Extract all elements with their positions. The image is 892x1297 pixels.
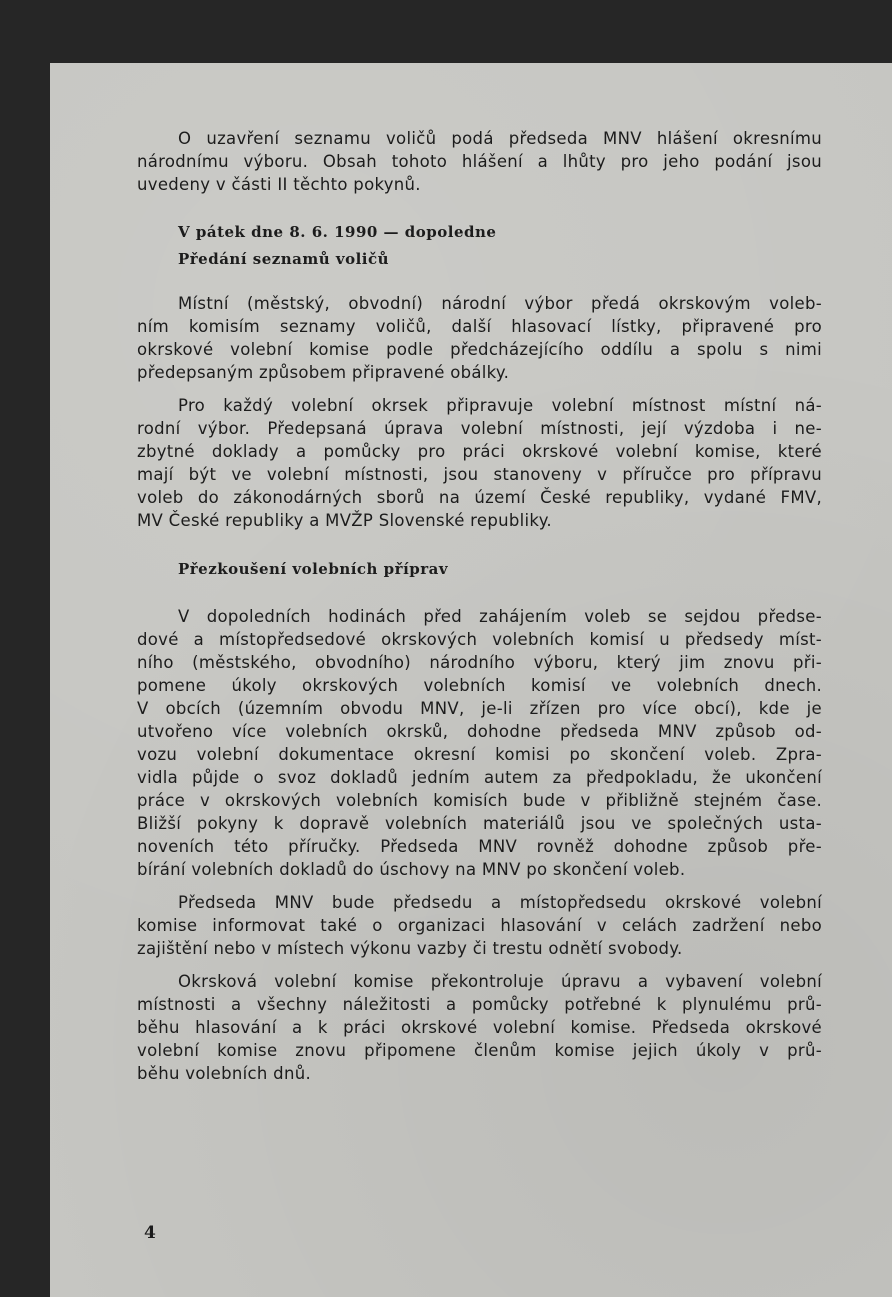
text-line: zajištění nebo v místech výkonu vazby či trestu odnětí svobody. bbox=[137, 939, 683, 958]
scanned-page bbox=[50, 63, 892, 1297]
text-line: vozu volební dokumentace okresní komisi po skončení voleb. Zpra- bbox=[137, 745, 822, 764]
text-line: V dopoledních hodinách před zahájením voleb se sejdou předse- bbox=[178, 607, 822, 626]
text-line: vidla půjde o svoz dokladů jedním autem za předpokladu, že ukončení bbox=[137, 768, 822, 787]
text-line: mají být ve volební místnosti, jsou stanoveny v příručce pro přípravu bbox=[137, 465, 822, 484]
text-line: uvedeny v části II těchto pokynů. bbox=[137, 175, 421, 194]
page-content bbox=[137, 127, 822, 1085]
text-line: národnímu výboru. Obsah tohoto hlášení a lhůty pro jeho podání jsou bbox=[137, 152, 822, 171]
text-line: zbytné doklady a pomůcky pro práci okrskové volební komise, které bbox=[137, 442, 822, 461]
text-line: O uzavření seznamu voličů podá předseda MNV hlášení okresnímu bbox=[178, 129, 822, 148]
text-line: V obcích (územním obvodu MNV, je-li zřízen pro více obcí), kde je bbox=[137, 699, 822, 718]
paragraph-detention-voting bbox=[137, 891, 822, 960]
text-line: místnosti a všechny náležitosti a pomůcky potřebné k plynulému prů- bbox=[137, 995, 822, 1014]
text-line: dové a místopředsedové okrskových volebních komisí u předsedy míst- bbox=[137, 630, 822, 649]
text-line: rodní výbor. Předepsaná úprava volební místnosti, její výzdoba i ne- bbox=[137, 419, 822, 438]
text-line: běhu hlasování a k práci okrskové volební komise. Předseda okrskové bbox=[137, 1018, 822, 1037]
page-number: 4 bbox=[144, 1223, 156, 1243]
text-line: předepsaným způsobem připravené obálky. bbox=[137, 363, 510, 382]
text-line: Pro každý volební okrsek připravuje volební místnost místní ná- bbox=[178, 396, 822, 415]
text-line: volební komise znovu připomene členům komise jejich úkoly v prů- bbox=[137, 1041, 822, 1060]
text-line: ního (městského, obvodního) národního výboru, který jim znovu při- bbox=[137, 653, 822, 672]
text-line: práce v okrskových volebních komisích bude v přibližně stejném čase. bbox=[137, 791, 822, 810]
text-line: běhu volebních dnů. bbox=[137, 1064, 312, 1083]
text-line: utvořeno více volebních okrsků, dohodne předseda MNV způsob od- bbox=[137, 722, 822, 741]
paragraph-handover bbox=[137, 292, 822, 384]
text-line: ním komisím seznamy voličů, další hlasovací lístky, připravené pro bbox=[137, 317, 822, 336]
text-line: Místní (městský, obvodní) národní výbor předá okrskovým voleb- bbox=[178, 294, 822, 313]
text-line: Předseda MNV bude předsedu a místopředsedu okrskové volební bbox=[178, 893, 822, 912]
text-line: Okrsková volební komise překontroluje úpravu a vybavení volební bbox=[178, 972, 822, 991]
text-line: komise informovat také o organizaci hlasování v celách zadržení nebo bbox=[137, 916, 822, 935]
date-heading: V pátek dne 8. 6. 1990 — dopoledne bbox=[178, 223, 497, 241]
text-line: okrskové volební komise podle předcházejícího oddílu a spolu s nimi bbox=[137, 340, 822, 359]
paragraph-morning-meeting bbox=[137, 605, 822, 881]
text-line: pomene úkoly okrskových volebních komisí ve volebních dnech. bbox=[137, 676, 822, 695]
section-heading-review: Přezkoušení volebních příprav bbox=[178, 560, 449, 578]
text-line: voleb do zákonodárných sborů na území České republiky, vydané FMV, bbox=[137, 488, 822, 507]
section-heading-voter-lists: Předání seznamů voličů bbox=[178, 250, 390, 268]
paragraph-polling-room bbox=[137, 394, 822, 532]
paragraph-commission-check bbox=[137, 970, 822, 1085]
text-line: Bližší pokyny k dopravě volebních materiálů jsou ve společných usta- bbox=[137, 814, 822, 833]
text-line: bírání volebních dokladů do úschovy na MNV po skončení voleb. bbox=[137, 860, 686, 879]
text-line: noveních této příručky. Předseda MNV rovněž dohodne způsob pře- bbox=[137, 837, 822, 856]
text-line: MV České republiky a MVŽP Slovenské republiky. bbox=[137, 511, 552, 530]
paragraph-closing-voter-list bbox=[137, 127, 822, 196]
